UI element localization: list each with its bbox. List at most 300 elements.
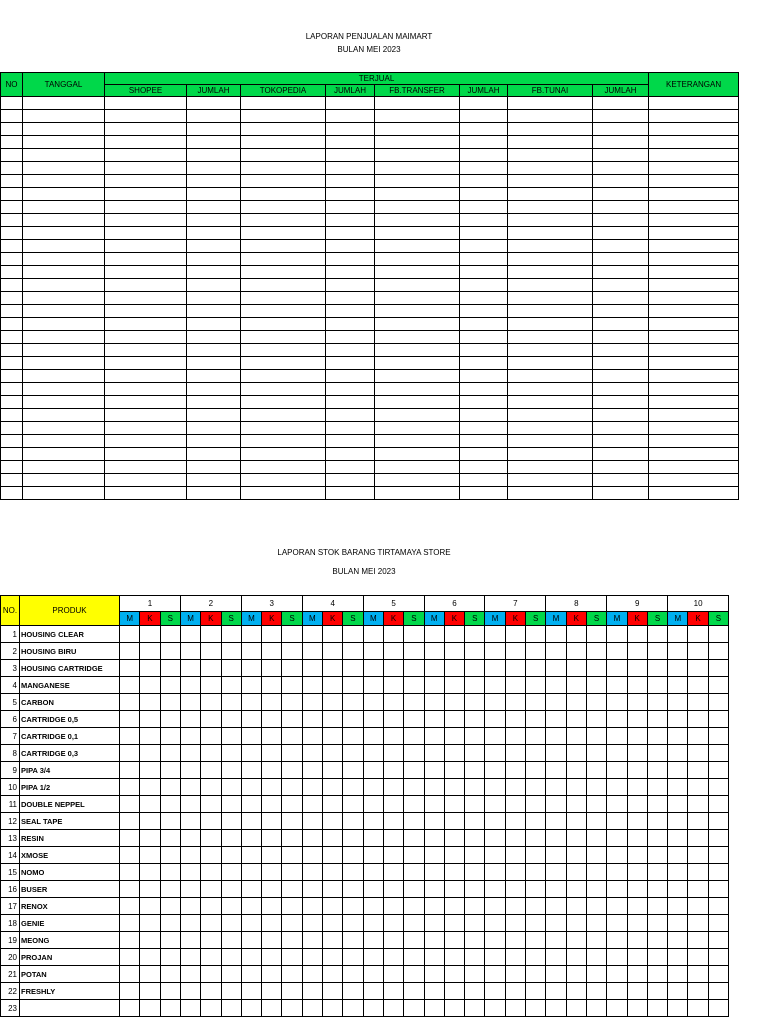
table-cell[interactable]: [105, 383, 187, 396]
stock-cell[interactable]: [526, 626, 546, 643]
table-cell[interactable]: [23, 123, 105, 136]
table-cell[interactable]: [23, 149, 105, 162]
table-cell[interactable]: [241, 344, 326, 357]
stock-cell[interactable]: [343, 898, 363, 915]
stock-cell[interactable]: [221, 898, 241, 915]
stock-cell[interactable]: [627, 779, 647, 796]
stock-cell[interactable]: [708, 881, 728, 898]
stock-cell[interactable]: [627, 728, 647, 745]
stock-cell[interactable]: [465, 779, 485, 796]
stock-cell[interactable]: [302, 626, 322, 643]
table-cell[interactable]: [649, 136, 739, 149]
table-cell[interactable]: [460, 370, 508, 383]
stock-cell[interactable]: [485, 915, 505, 932]
stock-cell[interactable]: [282, 864, 302, 881]
table-cell[interactable]: [375, 149, 460, 162]
table-cell[interactable]: [187, 435, 241, 448]
stock-cell[interactable]: [180, 813, 200, 830]
stock-cell[interactable]: [526, 762, 546, 779]
table-cell[interactable]: [23, 110, 105, 123]
stock-cell[interactable]: [485, 830, 505, 847]
stock-cell[interactable]: [708, 626, 728, 643]
stock-cell[interactable]: [201, 660, 221, 677]
stock-cell[interactable]: [444, 677, 464, 694]
table-cell[interactable]: [1, 266, 23, 279]
table-cell[interactable]: [375, 383, 460, 396]
stock-cell[interactable]: [688, 983, 708, 1000]
stock-cell[interactable]: [383, 830, 403, 847]
table-cell[interactable]: [460, 357, 508, 370]
table-cell[interactable]: [593, 162, 649, 175]
table-cell[interactable]: [649, 435, 739, 448]
table-cell[interactable]: [326, 292, 375, 305]
table-cell[interactable]: [326, 201, 375, 214]
stock-cell[interactable]: [140, 847, 160, 864]
stock-cell[interactable]: [343, 864, 363, 881]
table-cell[interactable]: [460, 396, 508, 409]
stock-cell[interactable]: [444, 779, 464, 796]
stock-cell[interactable]: [546, 898, 566, 915]
stock-cell[interactable]: [404, 881, 424, 898]
stock-cell[interactable]: [505, 677, 525, 694]
table-cell[interactable]: [241, 175, 326, 188]
stock-cell[interactable]: [526, 1000, 546, 1017]
stock-cell[interactable]: [383, 796, 403, 813]
stock-cell[interactable]: [526, 677, 546, 694]
stock-cell[interactable]: [201, 915, 221, 932]
table-cell[interactable]: [1, 201, 23, 214]
stock-cell[interactable]: [627, 643, 647, 660]
stock-cell[interactable]: [647, 830, 667, 847]
stock-cell[interactable]: [302, 762, 322, 779]
stock-cell[interactable]: [140, 966, 160, 983]
table-cell[interactable]: [326, 448, 375, 461]
stock-cell[interactable]: [708, 1000, 728, 1017]
stock-cell[interactable]: [505, 813, 525, 830]
table-cell[interactable]: [375, 110, 460, 123]
table-cell[interactable]: [649, 266, 739, 279]
stock-cell[interactable]: [282, 1000, 302, 1017]
stock-cell[interactable]: [140, 864, 160, 881]
stock-cell[interactable]: [485, 643, 505, 660]
stock-cell[interactable]: [607, 949, 627, 966]
table-cell[interactable]: [1, 409, 23, 422]
stock-cell[interactable]: [424, 966, 444, 983]
stock-cell[interactable]: [627, 847, 647, 864]
stock-cell[interactable]: [120, 643, 140, 660]
table-cell[interactable]: [326, 136, 375, 149]
stock-cell[interactable]: [485, 728, 505, 745]
stock-cell[interactable]: [424, 660, 444, 677]
table-cell[interactable]: [23, 240, 105, 253]
stock-cell[interactable]: [627, 949, 647, 966]
stock-cell[interactable]: [160, 813, 180, 830]
stock-cell[interactable]: [383, 745, 403, 762]
stock-cell[interactable]: [343, 983, 363, 1000]
table-cell[interactable]: [1, 253, 23, 266]
stock-cell[interactable]: [282, 983, 302, 1000]
stock-cell[interactable]: [140, 728, 160, 745]
table-cell[interactable]: [460, 474, 508, 487]
table-cell[interactable]: [460, 227, 508, 240]
table-cell[interactable]: [241, 435, 326, 448]
stock-cell[interactable]: [708, 694, 728, 711]
stock-cell[interactable]: [688, 677, 708, 694]
table-cell[interactable]: [326, 214, 375, 227]
table-cell[interactable]: [593, 188, 649, 201]
stock-cell[interactable]: [505, 898, 525, 915]
stock-cell[interactable]: [262, 779, 282, 796]
stock-cell[interactable]: [708, 847, 728, 864]
stock-cell[interactable]: [323, 915, 343, 932]
table-cell[interactable]: [649, 318, 739, 331]
table-cell[interactable]: [508, 357, 593, 370]
table-cell[interactable]: [649, 409, 739, 422]
table-cell[interactable]: [23, 409, 105, 422]
table-cell[interactable]: [593, 344, 649, 357]
table-cell[interactable]: [593, 136, 649, 149]
stock-cell[interactable]: [627, 864, 647, 881]
stock-cell[interactable]: [668, 932, 688, 949]
stock-cell[interactable]: [404, 728, 424, 745]
stock-cell[interactable]: [221, 762, 241, 779]
stock-cell[interactable]: [140, 932, 160, 949]
table-cell[interactable]: [649, 162, 739, 175]
stock-cell[interactable]: [566, 728, 586, 745]
stock-cell[interactable]: [708, 762, 728, 779]
stock-cell[interactable]: [140, 660, 160, 677]
stock-cell[interactable]: [363, 762, 383, 779]
table-cell[interactable]: [375, 422, 460, 435]
stock-cell[interactable]: [424, 745, 444, 762]
table-cell[interactable]: [187, 370, 241, 383]
stock-cell[interactable]: [241, 847, 261, 864]
stock-cell[interactable]: [668, 898, 688, 915]
stock-cell[interactable]: [221, 745, 241, 762]
stock-cell[interactable]: [546, 864, 566, 881]
stock-cell[interactable]: [586, 728, 606, 745]
stock-cell[interactable]: [201, 813, 221, 830]
stock-cell[interactable]: [221, 915, 241, 932]
stock-cell[interactable]: [465, 694, 485, 711]
table-cell[interactable]: [460, 175, 508, 188]
table-cell[interactable]: [326, 318, 375, 331]
stock-cell[interactable]: [546, 745, 566, 762]
stock-cell[interactable]: [708, 864, 728, 881]
stock-cell[interactable]: [708, 745, 728, 762]
stock-cell[interactable]: [363, 745, 383, 762]
stock-cell[interactable]: [180, 949, 200, 966]
stock-cell[interactable]: [120, 830, 140, 847]
table-cell[interactable]: [23, 305, 105, 318]
stock-cell[interactable]: [627, 932, 647, 949]
stock-cell[interactable]: [708, 830, 728, 847]
table-cell[interactable]: [593, 409, 649, 422]
table-cell[interactable]: [187, 292, 241, 305]
stock-cell[interactable]: [262, 881, 282, 898]
stock-cell[interactable]: [505, 728, 525, 745]
stock-cell[interactable]: [383, 626, 403, 643]
table-cell[interactable]: [1, 357, 23, 370]
stock-cell[interactable]: [566, 864, 586, 881]
table-cell[interactable]: [241, 240, 326, 253]
stock-cell[interactable]: [688, 847, 708, 864]
stock-cell[interactable]: [180, 915, 200, 932]
stock-cell[interactable]: [180, 983, 200, 1000]
table-cell[interactable]: [1, 188, 23, 201]
table-cell[interactable]: [241, 357, 326, 370]
stock-cell[interactable]: [140, 677, 160, 694]
stock-cell[interactable]: [444, 983, 464, 1000]
stock-cell[interactable]: [546, 949, 566, 966]
stock-cell[interactable]: [505, 643, 525, 660]
stock-cell[interactable]: [140, 762, 160, 779]
stock-cell[interactable]: [180, 626, 200, 643]
stock-cell[interactable]: [180, 881, 200, 898]
stock-cell[interactable]: [647, 762, 667, 779]
stock-cell[interactable]: [323, 932, 343, 949]
table-cell[interactable]: [241, 448, 326, 461]
table-cell[interactable]: [649, 253, 739, 266]
stock-cell[interactable]: [566, 677, 586, 694]
stock-cell[interactable]: [383, 881, 403, 898]
stock-cell[interactable]: [647, 983, 667, 1000]
stock-cell[interactable]: [607, 881, 627, 898]
table-cell[interactable]: [508, 175, 593, 188]
stock-cell[interactable]: [424, 915, 444, 932]
stock-cell[interactable]: [323, 694, 343, 711]
table-cell[interactable]: [460, 344, 508, 357]
table-cell[interactable]: [460, 305, 508, 318]
table-cell[interactable]: [187, 188, 241, 201]
table-cell[interactable]: [1, 422, 23, 435]
table-cell[interactable]: [187, 344, 241, 357]
table-cell[interactable]: [241, 253, 326, 266]
stock-cell[interactable]: [586, 779, 606, 796]
stock-cell[interactable]: [424, 796, 444, 813]
stock-cell[interactable]: [688, 881, 708, 898]
stock-cell[interactable]: [140, 694, 160, 711]
stock-cell[interactable]: [323, 762, 343, 779]
stock-cell[interactable]: [241, 813, 261, 830]
table-cell[interactable]: [375, 175, 460, 188]
stock-cell[interactable]: [140, 881, 160, 898]
stock-cell[interactable]: [282, 711, 302, 728]
stock-cell[interactable]: [546, 694, 566, 711]
table-cell[interactable]: [105, 162, 187, 175]
stock-cell[interactable]: [546, 847, 566, 864]
stock-cell[interactable]: [526, 966, 546, 983]
table-cell[interactable]: [23, 370, 105, 383]
stock-cell[interactable]: [424, 711, 444, 728]
table-cell[interactable]: [241, 279, 326, 292]
stock-cell[interactable]: [323, 949, 343, 966]
stock-cell[interactable]: [262, 711, 282, 728]
stock-cell[interactable]: [668, 796, 688, 813]
table-cell[interactable]: [187, 201, 241, 214]
table-cell[interactable]: [1, 214, 23, 227]
stock-cell[interactable]: [201, 694, 221, 711]
stock-cell[interactable]: [566, 1000, 586, 1017]
stock-cell[interactable]: [363, 1000, 383, 1017]
stock-cell[interactable]: [485, 762, 505, 779]
table-cell[interactable]: [241, 188, 326, 201]
stock-cell[interactable]: [485, 796, 505, 813]
stock-cell[interactable]: [485, 932, 505, 949]
stock-cell[interactable]: [302, 898, 322, 915]
stock-cell[interactable]: [485, 966, 505, 983]
table-cell[interactable]: [23, 227, 105, 240]
table-cell[interactable]: [1, 227, 23, 240]
stock-cell[interactable]: [607, 796, 627, 813]
stock-cell[interactable]: [343, 830, 363, 847]
stock-cell[interactable]: [505, 847, 525, 864]
stock-cell[interactable]: [485, 881, 505, 898]
stock-cell[interactable]: [262, 694, 282, 711]
stock-cell[interactable]: [424, 881, 444, 898]
table-cell[interactable]: [1, 448, 23, 461]
table-cell[interactable]: [460, 331, 508, 344]
stock-cell[interactable]: [505, 626, 525, 643]
stock-cell[interactable]: [647, 796, 667, 813]
table-cell[interactable]: [241, 162, 326, 175]
stock-cell[interactable]: [485, 694, 505, 711]
table-cell[interactable]: [187, 357, 241, 370]
stock-cell[interactable]: [323, 966, 343, 983]
stock-cell[interactable]: [160, 626, 180, 643]
stock-cell[interactable]: [302, 711, 322, 728]
stock-cell[interactable]: [607, 983, 627, 1000]
stock-cell[interactable]: [465, 864, 485, 881]
stock-cell[interactable]: [424, 677, 444, 694]
table-cell[interactable]: [375, 136, 460, 149]
stock-cell[interactable]: [363, 728, 383, 745]
table-cell[interactable]: [1, 279, 23, 292]
stock-cell[interactable]: [302, 677, 322, 694]
table-cell[interactable]: [649, 357, 739, 370]
table-cell[interactable]: [1, 331, 23, 344]
table-cell[interactable]: [187, 110, 241, 123]
stock-cell[interactable]: [586, 694, 606, 711]
stock-cell[interactable]: [668, 881, 688, 898]
stock-cell[interactable]: [526, 796, 546, 813]
stock-cell[interactable]: [363, 932, 383, 949]
stock-cell[interactable]: [343, 813, 363, 830]
stock-cell[interactable]: [688, 830, 708, 847]
stock-cell[interactable]: [404, 660, 424, 677]
table-cell[interactable]: [375, 435, 460, 448]
table-cell[interactable]: [1, 97, 23, 110]
stock-cell[interactable]: [363, 881, 383, 898]
stock-cell[interactable]: [201, 796, 221, 813]
table-cell[interactable]: [241, 474, 326, 487]
stock-cell[interactable]: [323, 830, 343, 847]
stock-cell[interactable]: [607, 660, 627, 677]
table-cell[interactable]: [23, 344, 105, 357]
stock-cell[interactable]: [262, 643, 282, 660]
stock-cell[interactable]: [282, 830, 302, 847]
stock-cell[interactable]: [404, 847, 424, 864]
stock-cell[interactable]: [505, 881, 525, 898]
stock-cell[interactable]: [586, 711, 606, 728]
stock-cell[interactable]: [647, 626, 667, 643]
stock-cell[interactable]: [343, 643, 363, 660]
table-cell[interactable]: [105, 305, 187, 318]
table-cell[interactable]: [23, 292, 105, 305]
table-cell[interactable]: [105, 279, 187, 292]
stock-cell[interactable]: [708, 932, 728, 949]
table-cell[interactable]: [23, 318, 105, 331]
stock-cell[interactable]: [485, 847, 505, 864]
table-cell[interactable]: [460, 409, 508, 422]
stock-cell[interactable]: [485, 813, 505, 830]
stock-cell[interactable]: [708, 813, 728, 830]
stock-cell[interactable]: [140, 915, 160, 932]
stock-cell[interactable]: [282, 660, 302, 677]
stock-cell[interactable]: [363, 626, 383, 643]
stock-cell[interactable]: [647, 677, 667, 694]
stock-cell[interactable]: [201, 762, 221, 779]
stock-cell[interactable]: [262, 949, 282, 966]
stock-cell[interactable]: [404, 779, 424, 796]
stock-cell[interactable]: [668, 626, 688, 643]
stock-cell[interactable]: [586, 932, 606, 949]
stock-cell[interactable]: [282, 677, 302, 694]
table-cell[interactable]: [105, 331, 187, 344]
stock-cell[interactable]: [343, 1000, 363, 1017]
table-cell[interactable]: [649, 474, 739, 487]
stock-cell[interactable]: [363, 830, 383, 847]
stock-cell[interactable]: [546, 643, 566, 660]
stock-cell[interactable]: [566, 881, 586, 898]
stock-cell[interactable]: [323, 711, 343, 728]
stock-cell[interactable]: [323, 745, 343, 762]
table-cell[interactable]: [508, 240, 593, 253]
stock-cell[interactable]: [404, 830, 424, 847]
stock-cell[interactable]: [404, 932, 424, 949]
stock-cell[interactable]: [262, 983, 282, 1000]
stock-cell[interactable]: [383, 1000, 403, 1017]
stock-cell[interactable]: [586, 949, 606, 966]
stock-cell[interactable]: [465, 932, 485, 949]
stock-cell[interactable]: [404, 915, 424, 932]
table-cell[interactable]: [326, 422, 375, 435]
table-cell[interactable]: [508, 201, 593, 214]
table-cell[interactable]: [326, 175, 375, 188]
table-cell[interactable]: [1, 110, 23, 123]
table-cell[interactable]: [593, 487, 649, 500]
stock-cell[interactable]: [485, 983, 505, 1000]
stock-cell[interactable]: [566, 779, 586, 796]
stock-cell[interactable]: [383, 728, 403, 745]
stock-cell[interactable]: [485, 660, 505, 677]
table-cell[interactable]: [508, 396, 593, 409]
stock-cell[interactable]: [647, 694, 667, 711]
stock-cell[interactable]: [627, 677, 647, 694]
stock-cell[interactable]: [160, 966, 180, 983]
stock-cell[interactable]: [607, 762, 627, 779]
stock-cell[interactable]: [201, 626, 221, 643]
stock-cell[interactable]: [323, 779, 343, 796]
stock-cell[interactable]: [668, 745, 688, 762]
stock-cell[interactable]: [120, 813, 140, 830]
stock-cell[interactable]: [627, 745, 647, 762]
stock-cell[interactable]: [404, 796, 424, 813]
stock-cell[interactable]: [221, 677, 241, 694]
stock-cell[interactable]: [323, 847, 343, 864]
stock-cell[interactable]: [323, 660, 343, 677]
stock-cell[interactable]: [688, 779, 708, 796]
